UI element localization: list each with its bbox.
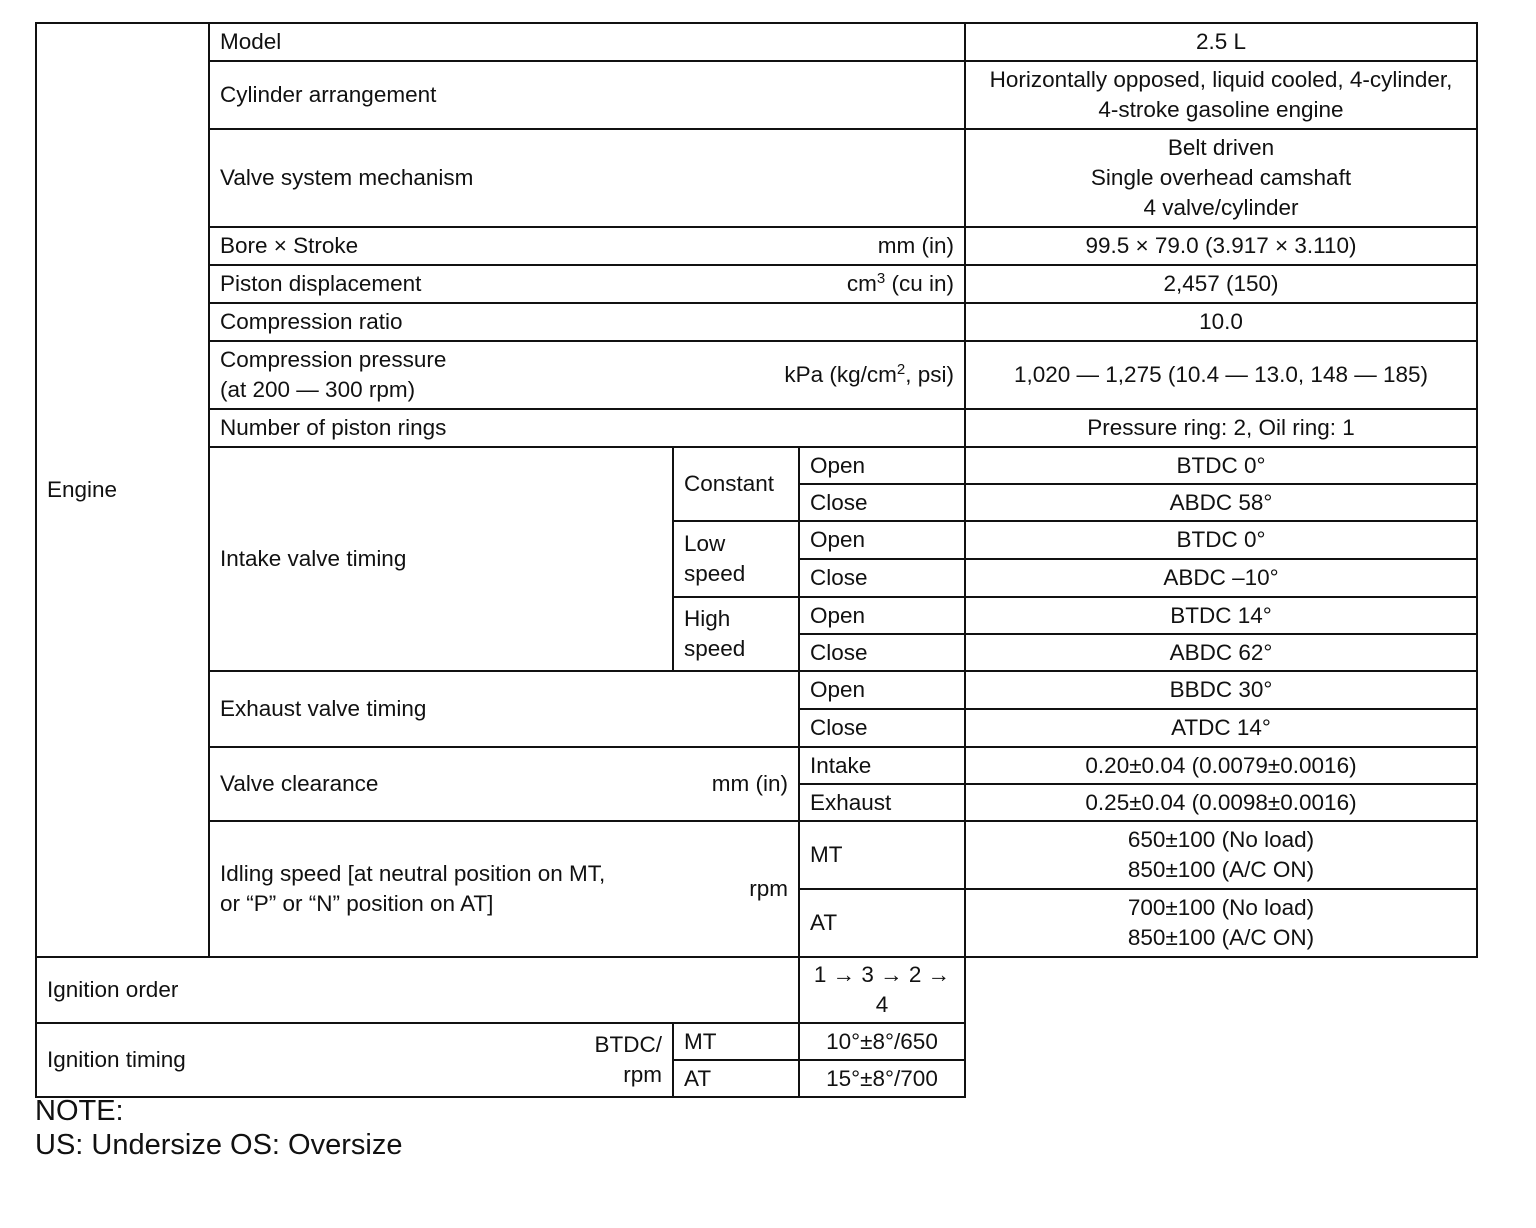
- cylinder-label: Cylinder arrangement: [209, 61, 965, 129]
- open-label: Open: [799, 597, 965, 634]
- exhaust-timing-label: Exhaust valve timing: [209, 671, 799, 747]
- open-label: Open: [799, 521, 965, 559]
- note-block: [35, 1094, 402, 1162]
- bore-label: Bore × Stroke: [220, 233, 359, 258]
- mt-label: MT: [673, 1023, 799, 1060]
- displacement-unit: $cm^3$ (cu in): [846, 270, 954, 296]
- model-value: 2.5 L: [965, 23, 1477, 61]
- row-clearance-intake: [36, 747, 1477, 784]
- engine-spec-table: [35, 22, 1478, 1098]
- clearance-exhaust-value: 0.25±0.04 (0.0098±0.0016): [965, 784, 1477, 821]
- valve-system-value-line: 4 valve/cylinder: [1143, 195, 1299, 220]
- intake-high-open-value: BTDC 14°: [965, 597, 1477, 634]
- ignition-timing-label-cell: [36, 1023, 673, 1097]
- valve-system-label: Valve system mechanism: [209, 129, 965, 227]
- at-label: AT: [799, 889, 965, 957]
- valve-system-value-line: Belt driven: [1167, 135, 1275, 160]
- row-exhaust-open: [36, 671, 1477, 709]
- intake-low-close-value: ABDC –10°: [965, 559, 1477, 597]
- mt-label: MT: [799, 821, 965, 889]
- intake-high-close-value: ABDC 62°: [965, 634, 1477, 671]
- compression-pressure-label: Compression pressure (at 200 — 300 rpm): [220, 347, 447, 402]
- compression-ratio-value: 10.0: [965, 303, 1477, 341]
- close-label: Close: [799, 484, 965, 521]
- intake-constant-open-value: BTDC 0°: [965, 447, 1477, 484]
- clearance-intake-value: 0.20±0.04 (0.0079±0.0016): [965, 747, 1477, 784]
- constant-label: Constant: [673, 447, 799, 521]
- idling-label: Idling speed [at neutral position on MT, or “P” or “N” position on AT]: [220, 861, 606, 916]
- valve-system-value: [965, 129, 1477, 227]
- bore-unit: mm (in): [877, 233, 954, 258]
- bore-value: 99.5 × 79.0 (3.917 × 3.110): [965, 227, 1477, 265]
- row-cylinder: [36, 61, 1477, 129]
- displacement-label-cell: [209, 265, 965, 303]
- compression-pressure-label-cell: [209, 341, 965, 409]
- row-idling-mt: [36, 821, 1477, 889]
- idling-label-cell: [209, 821, 799, 957]
- open-label: Open: [799, 447, 965, 484]
- idling-mt-value: 650±100 (No load) 850±100 (A/C ON): [965, 821, 1477, 889]
- exhaust-label: Exhaust: [799, 784, 965, 821]
- row-ignition-order: [36, 957, 1477, 1023]
- high-speed-label: High speed: [673, 597, 799, 671]
- cylinder-value-line: Horizontally opposed, liquid cooled, 4-cylinder,: [989, 67, 1453, 92]
- bore-label-cell: [209, 227, 965, 265]
- ignition-order-value: 1 → 3 → 2 → 4: [799, 957, 965, 1023]
- intake-timing-label: Intake valve timing: [209, 447, 673, 671]
- compression-pressure-value: 1,020 — 1,275 (10.4 — 13.0, 148 — 185): [965, 341, 1477, 409]
- row-piston-rings: [36, 409, 1477, 447]
- row-valve-system: [36, 129, 1477, 227]
- valve-clearance-label-cell: [209, 747, 799, 821]
- ignition-at-value: 15°±8°/700: [799, 1060, 965, 1097]
- row-model: [36, 23, 1477, 61]
- model-label: Model: [209, 23, 965, 61]
- row-bore-stroke: [36, 227, 1477, 265]
- section-label: Engine: [36, 23, 209, 957]
- ignition-order-label: Ignition order: [36, 957, 799, 1023]
- displacement-label: Piston displacement: [220, 271, 422, 296]
- idling-at-value: 700±100 (No load) 850±100 (A/C ON): [965, 889, 1477, 957]
- ignition-timing-unit: BTDC/ rpm: [594, 1032, 662, 1087]
- intake-label: Intake: [799, 747, 965, 784]
- row-intake-constant-open: [36, 447, 1477, 484]
- exhaust-open-value: BBDC 30°: [965, 671, 1477, 709]
- ignition-mt-value: 10°±8°/650: [799, 1023, 965, 1060]
- intake-constant-close-value: ABDC 58°: [965, 484, 1477, 521]
- close-label: Close: [799, 634, 965, 671]
- close-label: Close: [799, 559, 965, 597]
- note-text: US: Undersize OS: Oversize: [35, 1129, 403, 1161]
- at-label: AT: [673, 1060, 799, 1097]
- ignition-timing-label: Ignition timing: [47, 1047, 186, 1072]
- valve-system-value-line: Single overhead camshaft: [1090, 165, 1352, 190]
- exhaust-close-value: ATDC 14°: [965, 709, 1477, 747]
- piston-rings-label: Number of piston rings: [209, 409, 965, 447]
- low-speed-label: Low speed: [673, 521, 799, 597]
- cylinder-value: [965, 61, 1477, 129]
- note-heading: NOTE:: [35, 1095, 124, 1127]
- piston-rings-value: Pressure ring: 2, Oil ring: 1: [965, 409, 1477, 447]
- row-displacement: [36, 265, 1477, 303]
- idling-unit: rpm: [749, 876, 788, 901]
- open-label: Open: [799, 671, 965, 709]
- compression-pressure-unit: kPa ($kg/cm^2$, psi): [784, 361, 954, 387]
- valve-clearance-label: Valve clearance: [220, 771, 379, 796]
- compression-ratio-label: Compression ratio: [209, 303, 965, 341]
- row-compression-ratio: [36, 303, 1477, 341]
- intake-low-open-value: BTDC 0°: [965, 521, 1477, 559]
- valve-clearance-unit: mm (in): [711, 771, 788, 796]
- close-label: Close: [799, 709, 965, 747]
- row-ignition-mt: [36, 1023, 1477, 1060]
- displacement-value: 2,457 (150): [965, 265, 1477, 303]
- cylinder-value-line: 4-stroke gasoline engine: [1098, 97, 1344, 122]
- row-compression-pressure: [36, 341, 1477, 409]
